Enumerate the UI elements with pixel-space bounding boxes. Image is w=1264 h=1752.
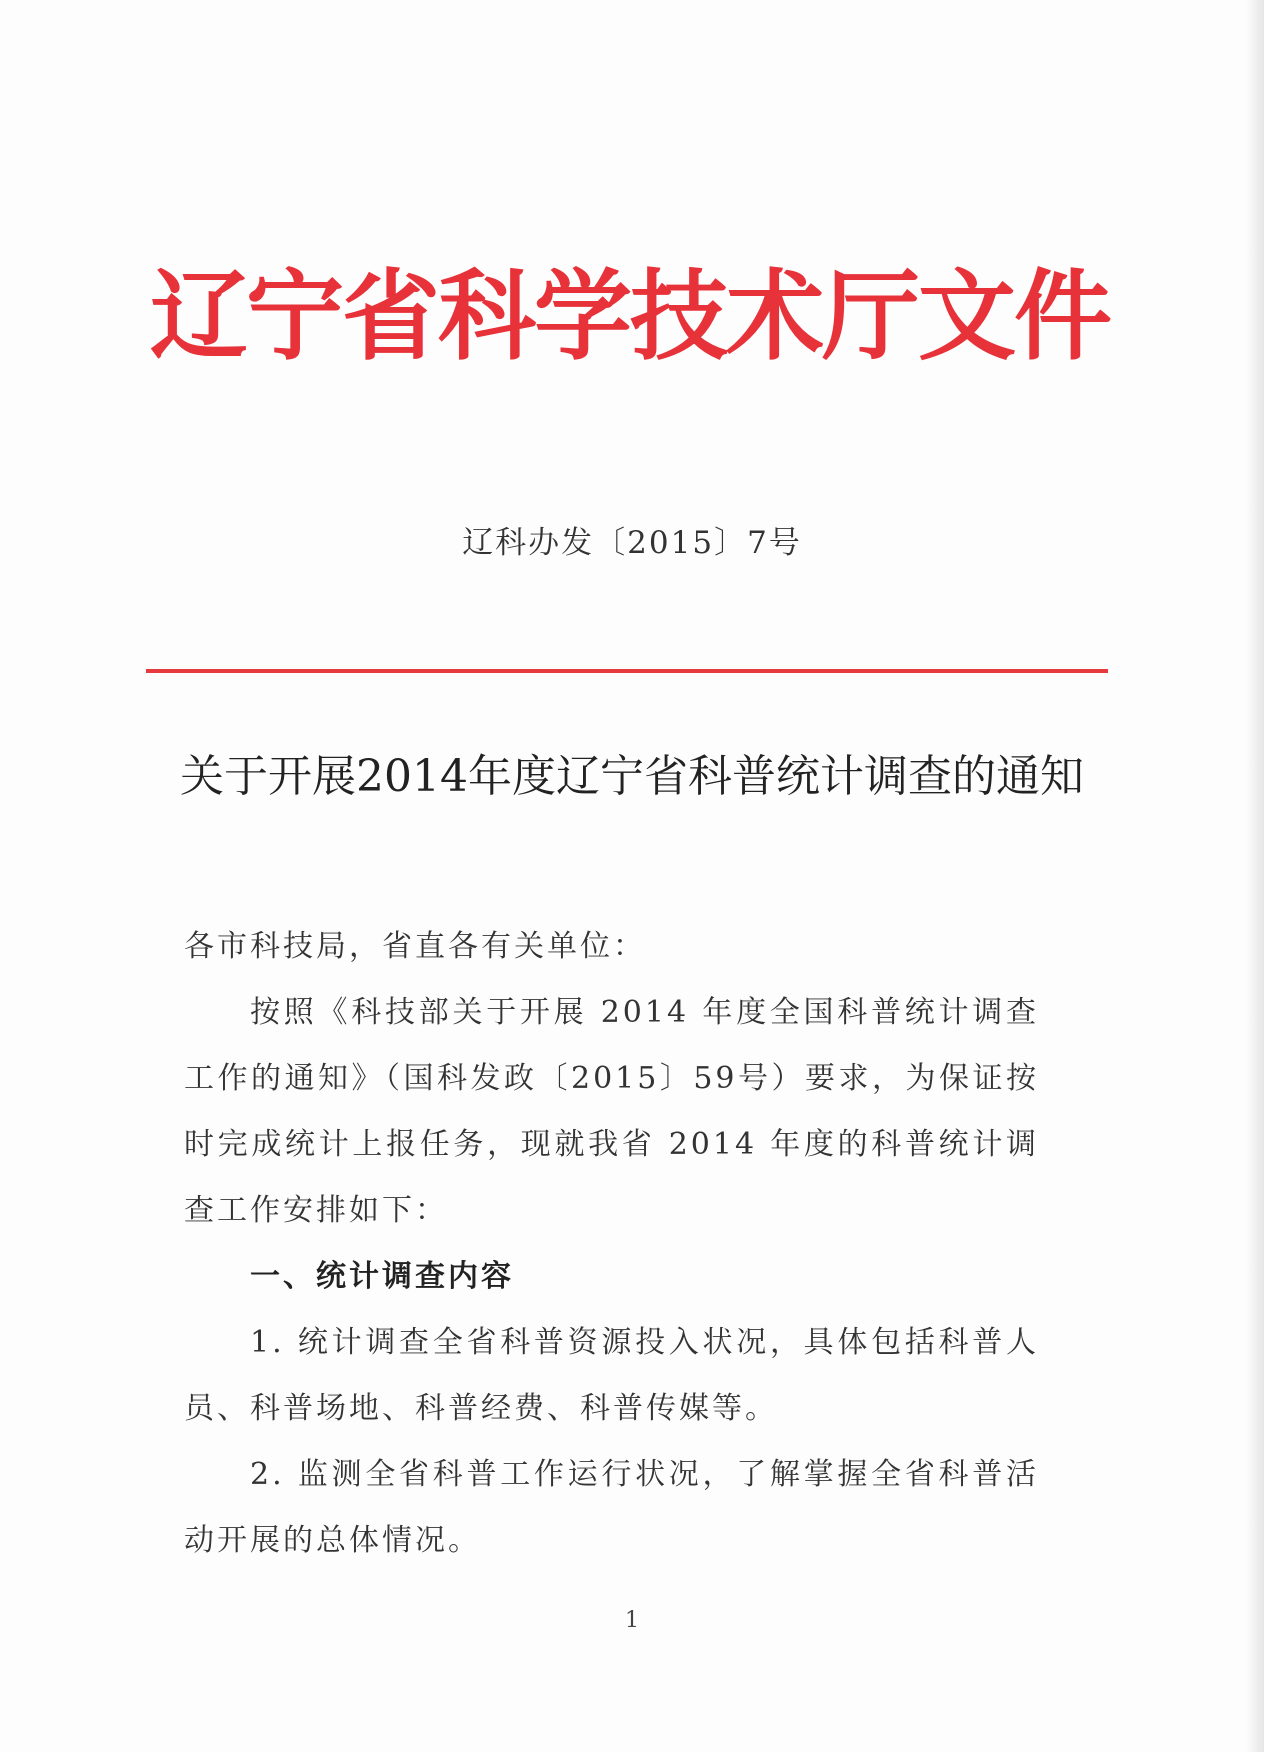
- document-number: 辽科办发〔2015〕7号: [462, 525, 802, 561]
- list-item: 1. 统计调查全省科普资源投入状况，具体包括科普人员、科普场地、科普经费、科普传媒等。: [184, 1325, 1039, 1426]
- notice-body: [184, 914, 1039, 1574]
- section-heading: 一、统计调查内容: [250, 1259, 514, 1294]
- list-item: 2. 监测全省科普工作运行状况，了解掌握全省科普活动开展的总体情况。: [184, 1457, 1039, 1558]
- issuer-header: 辽宁省科学技术厅文件: [150, 260, 1111, 374]
- scan-edge: [1246, 0, 1264, 1752]
- notice-title: 关于开展2014年度辽宁省科普统计调查的通知: [180, 751, 1084, 802]
- intro-paragraph: 按照《科技部关于开展 2014 年度全国科普统计调查工作的通知》（国科发政〔2015〕59号）要求，为保证按时完成统计上报任务，现就我省 2014 年度的科普统计调查工作安排如下：: [184, 995, 1039, 1228]
- page-number: 1: [625, 1608, 639, 1633]
- salutation: 各市科技局，省直各有关单位：: [184, 929, 646, 964]
- red-divider-line: [146, 669, 1108, 673]
